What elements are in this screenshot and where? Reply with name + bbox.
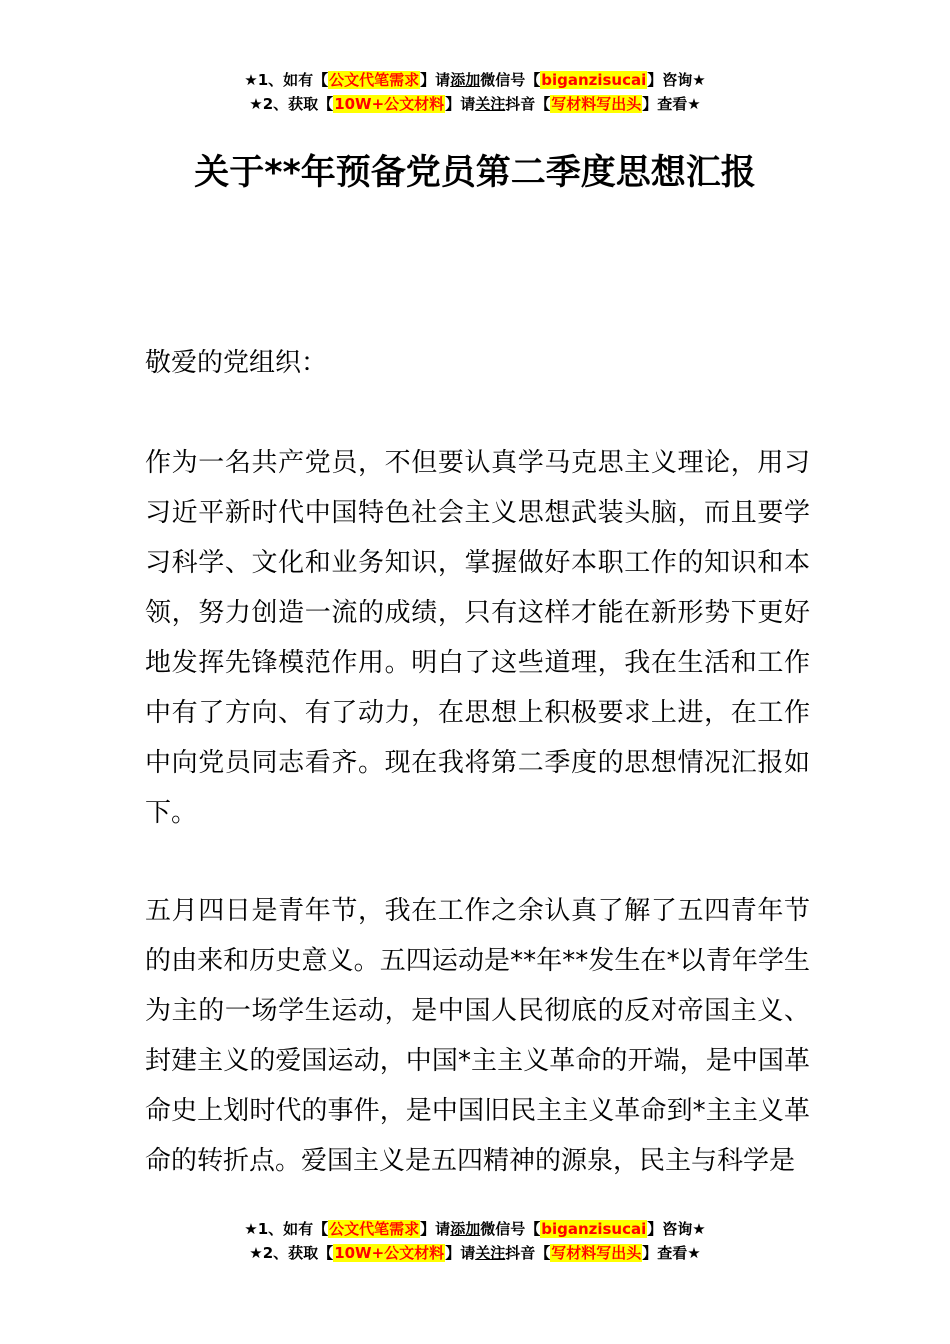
promo-text: 】咨询★ — [647, 1220, 706, 1238]
promo-line-1 — [0, 1217, 950, 1241]
promo-text: 抖音【 — [505, 95, 551, 113]
promo-text: ★2、获取【 — [249, 1244, 334, 1262]
promo-douyin-id: 写材料写出头 — [551, 1244, 642, 1262]
promo-line-1 — [0, 68, 950, 92]
salutation: 敬爱的党组织： — [145, 348, 328, 378]
promo-text: 微信号【 — [480, 1220, 541, 1238]
promo-text: 】请 — [420, 71, 451, 89]
promo-text: 微信号【 — [480, 71, 541, 89]
paragraph-text: 五月四日是青年节，我在工作之余认真了解了五四青年节的由来和历史意义。五四运动是**年**发生在*以青年学生为主的一场学生运动，是中国人民彻底的反对帝国主义、封建主义的爱国运动，中国*主主义革命的开端，是中国革命史上划时代的事件，是中国旧民主主义革命到*主主义革命的转折点。爱国主义是五四精神的源泉，民主与科学是 — [145, 896, 810, 1176]
promo-text: ★1、如有【 — [244, 1220, 329, 1238]
promo-text: 】查看★ — [642, 95, 701, 113]
promo-text: 】请 — [445, 1244, 476, 1262]
promo-highlight: 公文代笔需求 — [329, 71, 420, 89]
paragraph-text: 作为一名共产党员，不但要认真学马克思主义理论，用习习近平新时代中国特色社会主义思想武装头脑，而且要学习科学、文化和业务知识，掌握做好本职工作的知识和本领，努力创造一流的成绩，只有这样才能在新形势下更好地发挥先锋模范作用。明白了这些道理，我在生活和工作中有了方向、有了动力，在思想上积极要求上进，在工作中向党员同志看齐。现在我将第二季度的思想情况汇报如下。 — [145, 448, 810, 828]
promo-underlined-text: 关注 — [475, 95, 506, 113]
promo-text: 抖音【 — [505, 1244, 551, 1262]
promo-underlined-text: 添加 — [450, 1220, 481, 1238]
body-paragraph-1 — [145, 438, 810, 838]
promo-text: 】查看★ — [642, 1244, 701, 1262]
document-title: 关于**年预备党员第二季度思想汇报 — [194, 153, 756, 193]
promo-wechat-id: biganzisucai — [541, 71, 647, 89]
promo-wechat-id: biganzisucai — [541, 1220, 647, 1238]
promo-text: 】请 — [445, 95, 476, 113]
promo-text: ★2、获取【 — [249, 95, 334, 113]
promo-text: 】请 — [420, 1220, 451, 1238]
promo-underlined-text: 添加 — [450, 71, 481, 89]
promo-highlight: 公文代笔需求 — [329, 1220, 420, 1238]
promo-line-2 — [0, 92, 950, 116]
promo-underlined-text: 关注 — [475, 1244, 506, 1262]
promo-highlight: 10W+公文材料 — [334, 95, 445, 113]
promo-line-2 — [0, 1241, 950, 1265]
body-paragraph-2 — [145, 886, 810, 1186]
promo-text: 】咨询★ — [647, 71, 706, 89]
promo-text: ★1、如有【 — [244, 71, 329, 89]
footer-promo-banner — [0, 1217, 950, 1265]
promo-douyin-id: 写材料写出头 — [551, 95, 642, 113]
header-promo-banner — [0, 68, 950, 116]
promo-highlight: 10W+公文材料 — [334, 1244, 445, 1262]
